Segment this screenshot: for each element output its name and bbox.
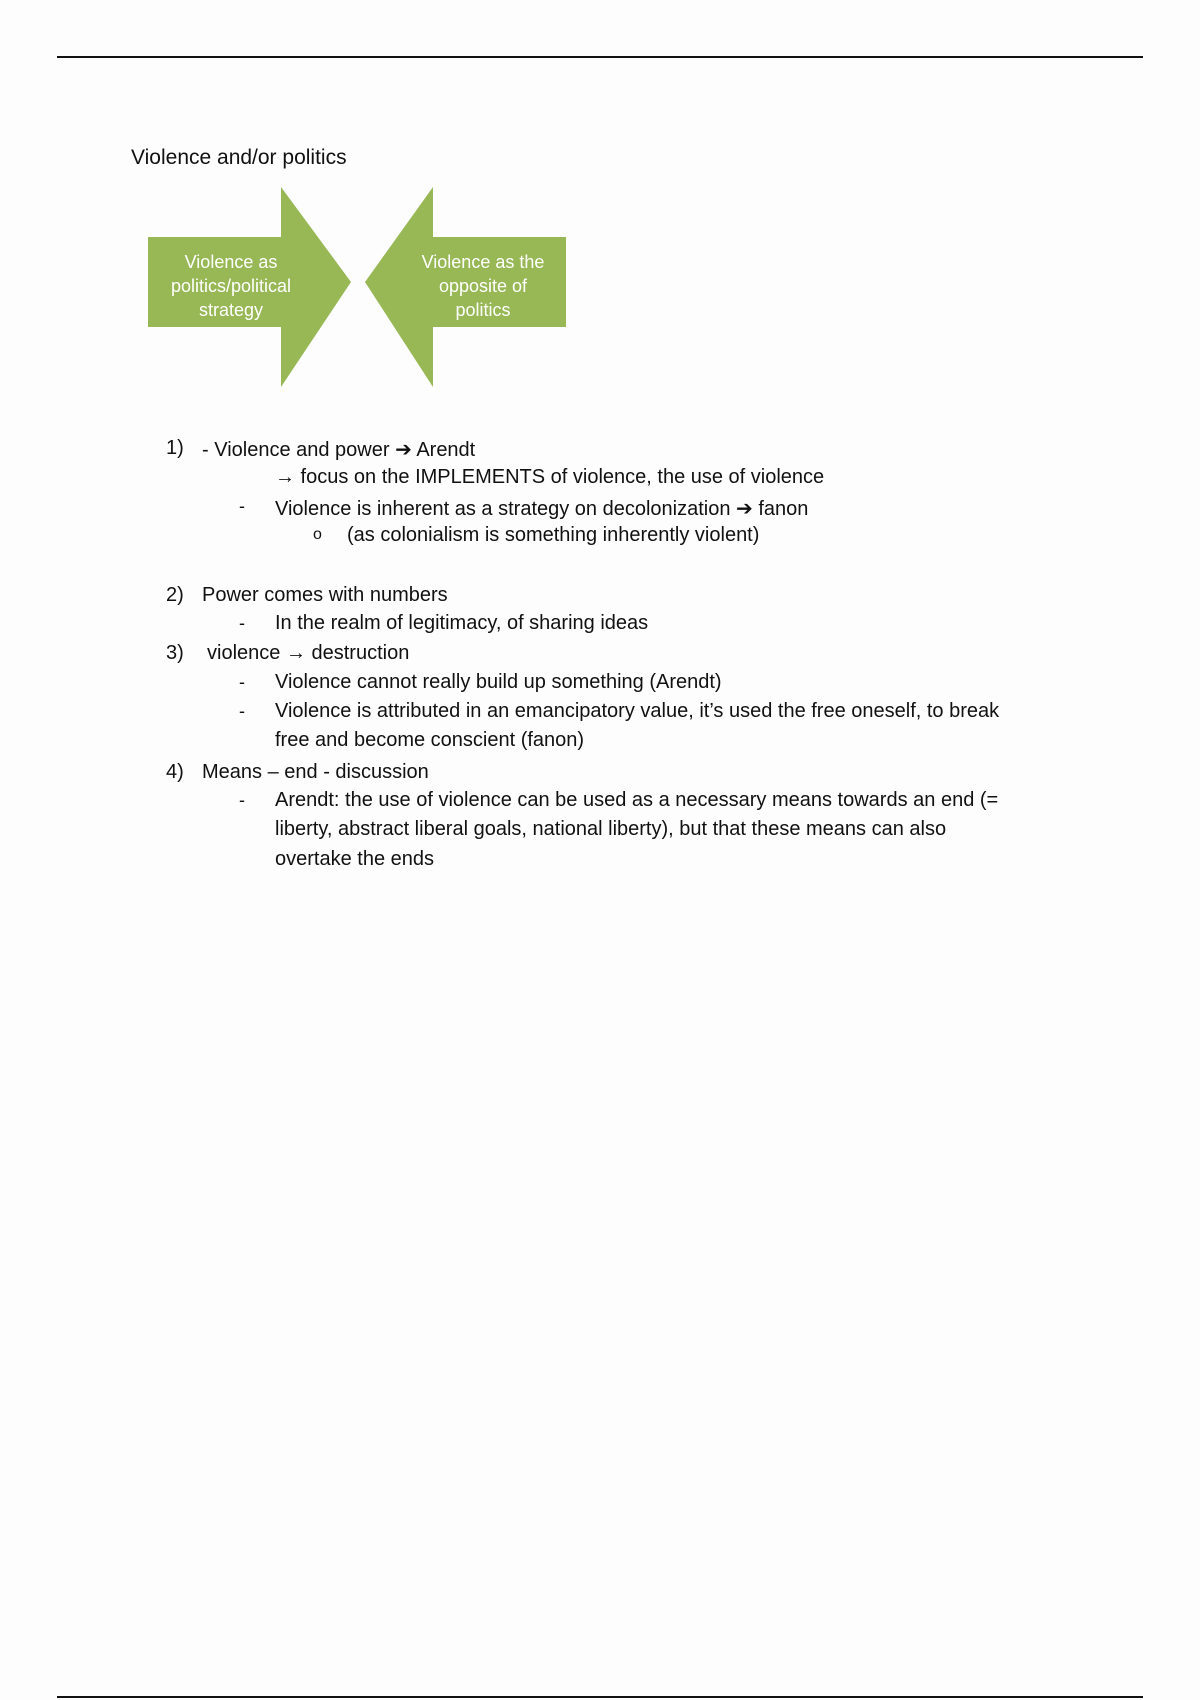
circle-bullet: o [313, 526, 322, 543]
arrow-icon: → [285, 642, 306, 664]
item-4-bullet-cont-1: liberty, abstract liberal goals, national liberty), but that these means can also [275, 818, 947, 840]
right-arrow-line-2: opposite of [438, 276, 528, 296]
header-rule [57, 56, 1143, 58]
page-heading: Violence and/or politics [131, 146, 347, 169]
left-arrow-line-1: Violence as [184, 252, 278, 272]
footer-rule [57, 1696, 1143, 1698]
item-1-number: 1) [166, 437, 184, 459]
item-4-number: 4) [166, 761, 184, 783]
item-3-bullet-2-cont: free and become conscient (fanon) [275, 729, 585, 751]
item-4-bullet-cont-2: overtake the ends [275, 848, 434, 870]
left-arrow-line-3: strategy [198, 300, 264, 320]
left-arrow-line-2: politics/political [170, 276, 292, 296]
dash-bullet: - [239, 613, 245, 633]
item-4-line: Means – end - discussion [202, 761, 429, 783]
right-arrow-icon: ➔ [736, 498, 753, 520]
item-3-number: 3) [166, 642, 184, 664]
right-arrow-line-3: politics [455, 300, 511, 320]
item-4-bullet: Arendt: the use of violence can be used as a necessary means towards an end (= [275, 789, 999, 811]
dash-bullet: - [239, 790, 245, 810]
item-3-bullet-2: Violence is attributed in an emancipatory value, it’s used the free oneself, to break [275, 700, 1000, 722]
item-3-bullet-1: Violence cannot really build up something (Arendt) [275, 671, 722, 693]
item-1-line: - Violence and power ➔ Arendt [202, 439, 476, 461]
dash-bullet: - [239, 701, 245, 721]
item-2-bullet: In the realm of legitimacy, of sharing ideas [275, 612, 649, 634]
item-2-line: Power comes with numbers [202, 584, 448, 606]
arrow-icon: → [275, 466, 295, 488]
item-1-bullet: Violence is inherent as a strategy on decolonization ➔ fanon [275, 498, 809, 520]
violence-politics-diagram [144, 185, 574, 390]
dash-bullet: - [239, 496, 245, 516]
item-1-sub-bullet: (as colonialism is something inherently violent) [347, 524, 760, 546]
item-3-line: violence → destruction [207, 642, 410, 664]
item-2-number: 2) [166, 584, 184, 606]
dash-bullet: - [239, 672, 245, 692]
right-arrow-icon: ➔ [395, 439, 412, 461]
right-arrow-line-1: Violence as the [421, 252, 545, 272]
item-1-sub-line: → focus on the IMPLEMENTS of violence, the use of violence [275, 466, 825, 488]
